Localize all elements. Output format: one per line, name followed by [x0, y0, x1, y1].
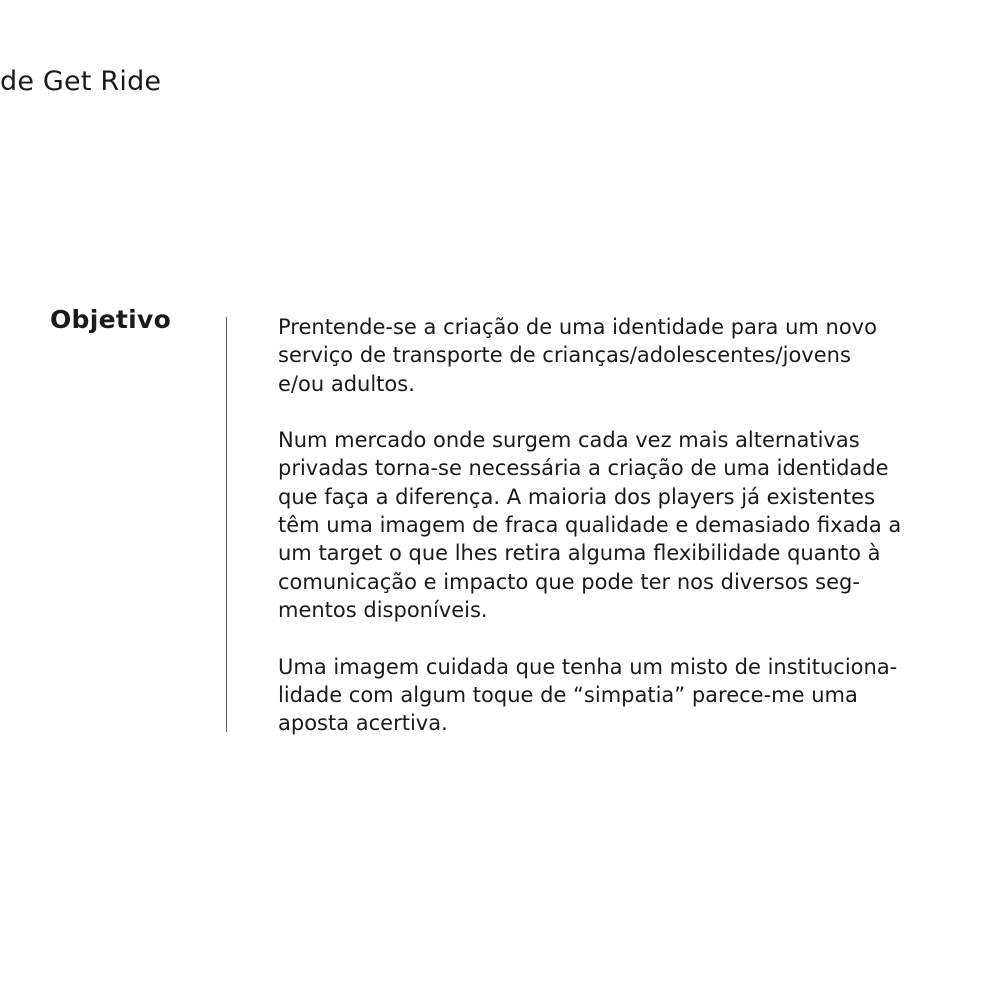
text-line: Uma imagem cuidada que tenha um misto de instituciona- [278, 654, 898, 679]
vertical-divider [226, 317, 227, 732]
document-title: de Get Ride [0, 66, 162, 97]
text-line: têm uma imagem de fraca qualidade e demasiado fixada a [278, 513, 902, 538]
text-line: Prentende-se a criação de uma identidade para um novo [278, 315, 877, 339]
text-line: e/ou adultos. [278, 371, 415, 396]
text-line: comunicação e impacto que pode ter nos diversos seg- [278, 569, 860, 594]
text-line: serviço de transporte de crianças/adolescentes/jovens [278, 343, 851, 368]
text-line: que faça a diferença. A maioria dos players já existentes [278, 484, 875, 509]
text-line: mentos disponíveis. [278, 597, 488, 622]
text-line: aposta acertiva. [278, 711, 448, 736]
text-line: um target o que lhes retira alguma flexibilidade quanto à [278, 541, 881, 566]
section-heading: Objetivo [50, 305, 172, 334]
text-line: privadas torna-se necessária a criação de uma identidade [278, 456, 889, 481]
text-line: lidade com algum toque de “simpatia” parece-me uma [278, 682, 858, 707]
text-line: Num mercado onde surgem cada vez mais alternativas [278, 428, 860, 453]
paragraph-1 [278, 313, 978, 398]
paragraph-2 [278, 426, 978, 624]
section-body [278, 313, 978, 766]
paragraph-3 [278, 653, 978, 738]
